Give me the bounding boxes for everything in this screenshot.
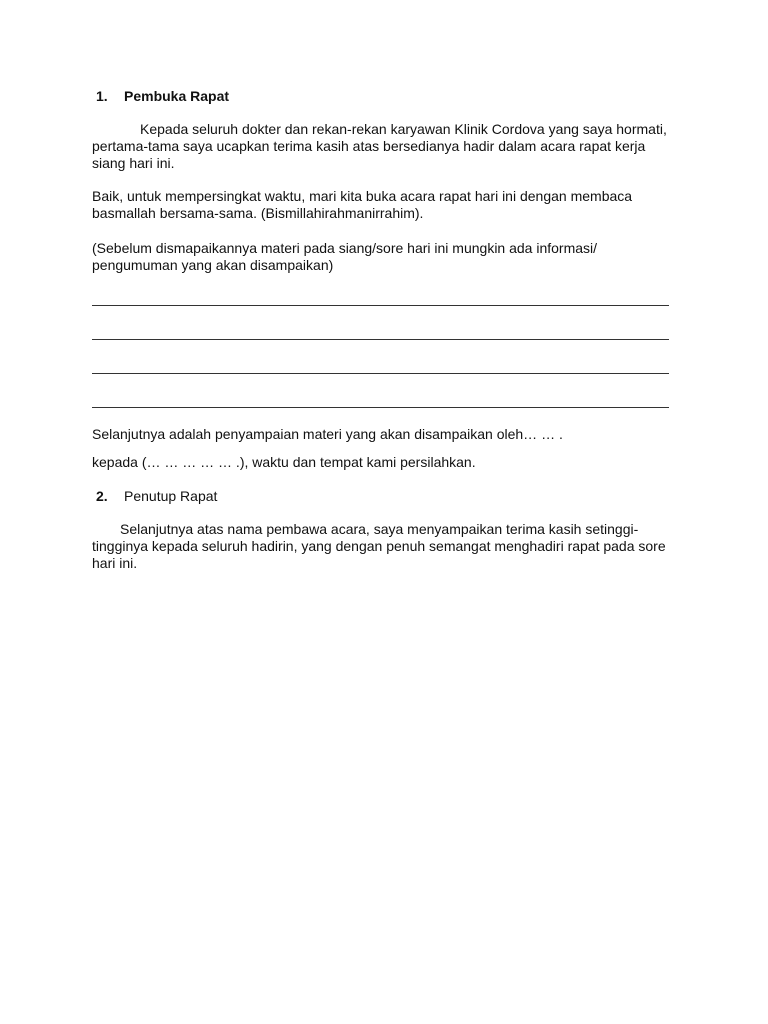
blank-line <box>92 373 669 374</box>
section-heading-penutup <box>96 487 217 505</box>
paragraph-closing: Selanjutnya atas nama pembawa acara, saya menyampaikan terima kasih setinggi-tingginya kepada seluruh hadirin, yang dengan penuh semangat menghadiri rapat pada sore hari ini. <box>92 521 666 571</box>
paragraph-greeting: Kepada seluruh dokter dan rekan-rekan karyawan Klinik Cordova yang saya hormati, pertama-tama saya ucapkan terima kasih atas bersedianya hadir dalam acara rapat kerja siang hari ini. <box>92 121 667 171</box>
section-title: Penutup Rapat <box>124 488 218 504</box>
paragraph-invitation: kepada (… … … … … .), waktu dan tempat kami persilahkan. <box>92 454 476 470</box>
paragraph-opening: Baik, untuk mempersingkat waktu, mari kita buka acara rapat hari ini dengan membaca basmallah bersama-sama. (Bismillahirahmanirrahim). <box>92 188 633 221</box>
section-title: Pembuka Rapat <box>124 88 230 104</box>
blank-line <box>92 305 669 306</box>
paragraph-next-speaker: Selanjutnya adalah penyampaian materi yang akan disampaikan oleh… … . <box>92 426 563 442</box>
blank-line <box>92 407 669 408</box>
section-number: 2. <box>96 488 108 504</box>
paragraph-announcement-note: (Sebelum dismapaikannya materi pada siang/sore hari ini mungkin ada informasi/ pengumuman yang akan disampaikan) <box>92 240 598 273</box>
section-number: 1. <box>96 88 108 104</box>
blank-line <box>92 339 669 340</box>
section-heading-pembuka <box>96 87 229 105</box>
